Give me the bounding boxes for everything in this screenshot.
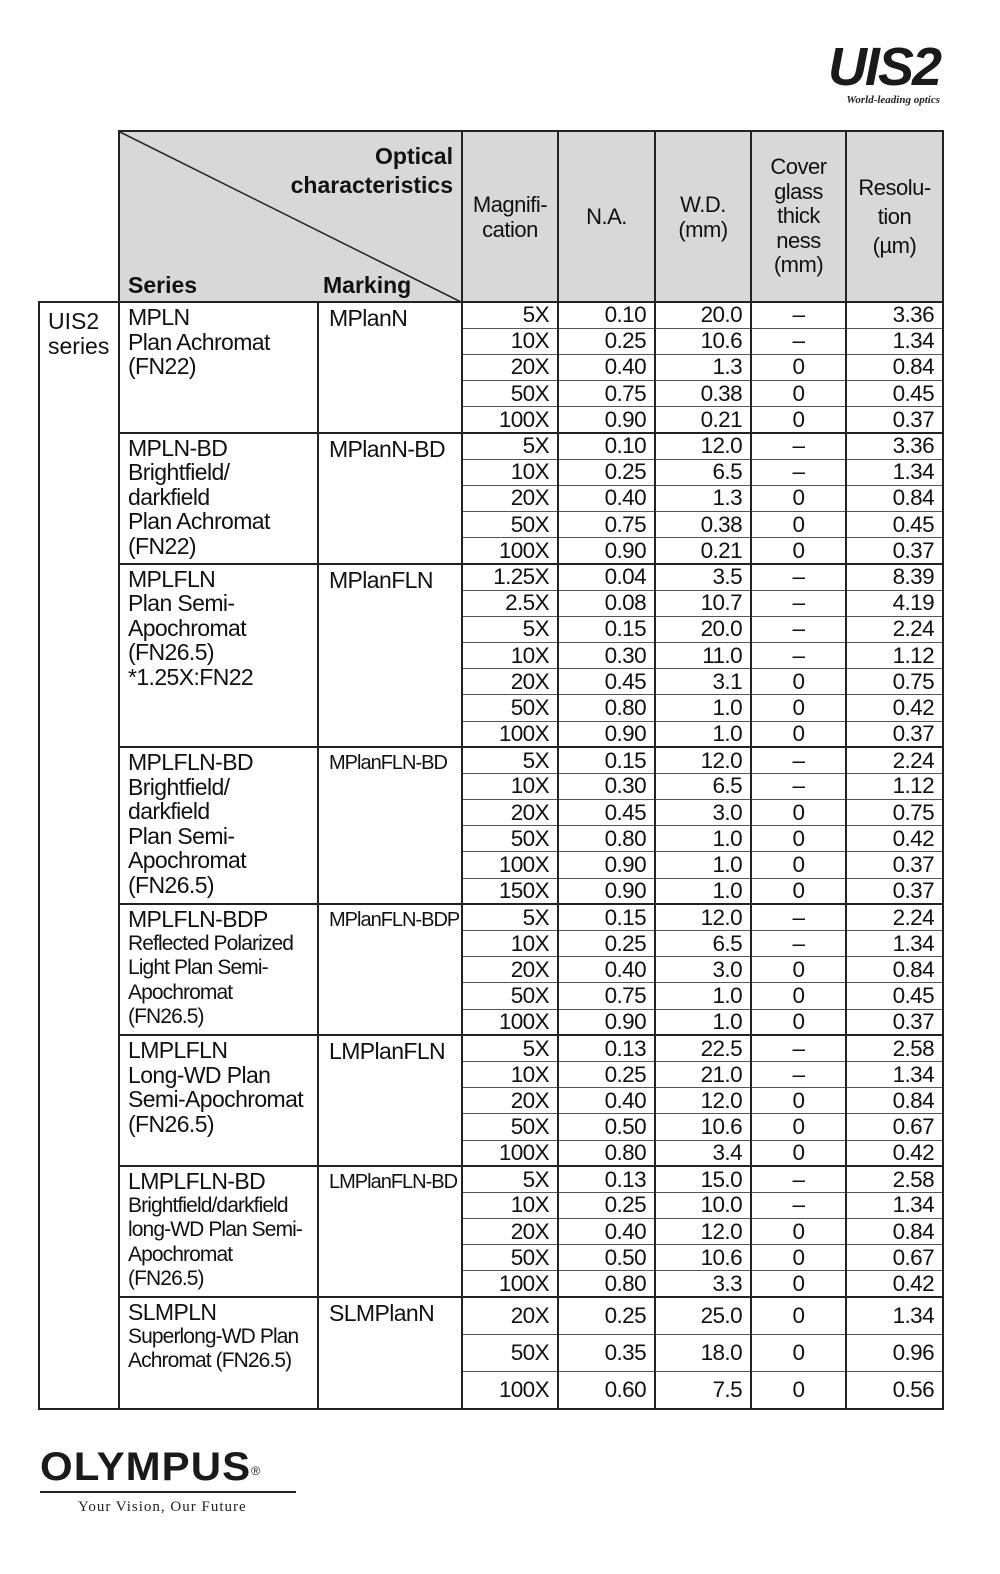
cell-cover-glass: – [751, 590, 846, 616]
series-name: SLMPLN [128, 1299, 217, 1326]
cell-wd: 1.0 [655, 878, 751, 904]
cell-resolution: 0.37 [846, 852, 943, 878]
cell-wd: 20.0 [655, 616, 751, 642]
cell-na: 0.35 [558, 1335, 655, 1372]
cell-magnification: 50X [462, 1114, 558, 1140]
cell-wd: 10.6 [655, 1245, 751, 1271]
cell-wd: 22.5 [655, 1035, 751, 1061]
cell-cover-glass: 0 [751, 826, 846, 852]
cell-cover-glass: 0 [751, 1297, 846, 1334]
cell-na: 0.45 [558, 800, 655, 826]
cell-na: 0.40 [558, 354, 655, 380]
cell-na: 0.25 [558, 1192, 655, 1218]
cell-na: 0.10 [558, 433, 655, 459]
cell-magnification: 20X [462, 1088, 558, 1114]
cell-wd: 3.0 [655, 800, 751, 826]
series-name: MPLFLN-BDP [128, 906, 268, 933]
cell-cover-glass: 0 [751, 1114, 846, 1140]
cell-wd: 0.38 [655, 512, 751, 538]
cell-magnification: 20X [462, 354, 558, 380]
marking-cell: SLMPlanN [318, 1297, 462, 1409]
cell-magnification: 50X [462, 512, 558, 538]
cell-na: 0.08 [558, 590, 655, 616]
table-row [39, 433, 943, 459]
cell-wd: 3.1 [655, 669, 751, 695]
cell-resolution: 3.36 [846, 433, 943, 459]
cell-na: 0.90 [558, 878, 655, 904]
cell-resolution: 0.37 [846, 1009, 943, 1035]
cell-magnification: 50X [462, 826, 558, 852]
cell-resolution: 0.67 [846, 1245, 943, 1271]
cell-resolution: 2.24 [846, 747, 943, 773]
cell-magnification: 50X [462, 695, 558, 721]
cell-wd: 6.5 [655, 459, 751, 485]
series-name: MPLFLN-BD [128, 749, 253, 776]
cell-resolution: 1.34 [846, 328, 943, 354]
cell-resolution: 1.34 [846, 1192, 943, 1218]
series-description: Brightfield/ darkfield Plan Semi- Apochromat (FN26.5) [128, 773, 247, 898]
cell-na: 0.75 [558, 381, 655, 407]
cell-resolution: 0.42 [846, 826, 943, 852]
table-row [39, 1166, 943, 1192]
cell-magnification: 10X [462, 773, 558, 799]
cell-wd: 1.3 [655, 354, 751, 380]
cell-cover-glass: – [751, 1035, 846, 1061]
series-name: MPLN-BD [128, 434, 228, 461]
uis2-series-label: UIS2 series [39, 302, 119, 1409]
table-row [39, 302, 943, 328]
olympus-logo-rule [40, 1491, 296, 1493]
cell-na: 0.25 [558, 1061, 655, 1087]
cell-cover-glass: 0 [751, 1271, 846, 1297]
cell-magnification: 5X [462, 904, 558, 930]
cell-na: 0.50 [558, 1245, 655, 1271]
cell-wd: 12.0 [655, 747, 751, 773]
cell-resolution: 0.42 [846, 1140, 943, 1166]
cell-resolution: 0.84 [846, 957, 943, 983]
marking-cell: LMPlanFLN-BD [318, 1166, 462, 1297]
cell-cover-glass: 0 [751, 957, 846, 983]
cell-na: 0.90 [558, 538, 655, 564]
cell-cover-glass: 0 [751, 852, 846, 878]
cell-cover-glass: 0 [751, 878, 846, 904]
cell-cover-glass: 0 [751, 695, 846, 721]
header-optical-characteristics: Optical characteristics [290, 143, 453, 198]
marking-cell: LMPlanFLN [318, 1035, 462, 1166]
objective-spec-table [38, 130, 944, 1410]
header-series: Series [128, 272, 198, 298]
cell-resolution: 0.84 [846, 1088, 943, 1114]
cell-magnification: 20X [462, 1219, 558, 1245]
cell-cover-glass: – [751, 433, 846, 459]
cell-magnification: 100X [462, 538, 558, 564]
cell-resolution: 0.37 [846, 538, 943, 564]
series-description: Plan Semi- Apochromat (FN26.5) *1.25X:FN22 [128, 590, 254, 690]
cell-cover-glass: 0 [751, 1140, 846, 1166]
cell-na: 0.30 [558, 642, 655, 668]
cell-magnification: 20X [462, 485, 558, 511]
olympus-logo-tagline: Your Vision, Our Future [78, 1499, 247, 1515]
cell-wd: 12.0 [655, 904, 751, 930]
cell-wd: 1.0 [655, 983, 751, 1009]
series-name: MPLFLN [128, 565, 216, 592]
series-description: Long-WD Plan Semi-Apochromat (FN26.5) [128, 1061, 304, 1137]
series-cell [119, 1035, 318, 1166]
cell-wd: 0.21 [655, 407, 751, 433]
marking-cell: MPlanN [318, 302, 462, 433]
cell-cover-glass: – [751, 564, 846, 590]
header-cover-glass: Cover glass thick ness (mm) [751, 131, 846, 302]
cell-magnification: 10X [462, 1192, 558, 1218]
cell-cover-glass: – [751, 747, 846, 773]
cell-wd: 1.0 [655, 826, 751, 852]
uis2-logo-word: UIS2 [827, 37, 940, 97]
cell-wd: 1.3 [655, 485, 751, 511]
cell-wd: 18.0 [655, 1335, 751, 1372]
cell-wd: 6.5 [655, 773, 751, 799]
cell-magnification: 100X [462, 1140, 558, 1166]
cell-resolution: 0.37 [846, 878, 943, 904]
cell-resolution: 2.24 [846, 904, 943, 930]
cell-resolution: 0.75 [846, 669, 943, 695]
cell-resolution: 1.12 [846, 642, 943, 668]
cell-resolution: 2.24 [846, 616, 943, 642]
cell-magnification: 100X [462, 407, 558, 433]
cell-cover-glass: – [751, 459, 846, 485]
series-cell [119, 302, 318, 433]
cell-resolution: 1.34 [846, 1061, 943, 1087]
cell-na: 0.45 [558, 669, 655, 695]
cell-resolution: 2.58 [846, 1166, 943, 1192]
cell-resolution: 3.36 [846, 302, 943, 328]
cell-na: 0.15 [558, 747, 655, 773]
cell-na: 0.40 [558, 485, 655, 511]
cell-na: 0.90 [558, 1009, 655, 1035]
cell-cover-glass: 0 [751, 512, 846, 538]
header-diagonal-cell [119, 131, 462, 302]
cell-magnification: 1.25X [462, 564, 558, 590]
cell-magnification: 5X [462, 747, 558, 773]
marking-cell: MPlanN-BD [318, 433, 462, 564]
series-cell [119, 564, 318, 747]
cell-wd: 1.0 [655, 1009, 751, 1035]
series-name: LMPLFLN [128, 1037, 228, 1064]
cell-wd: 20.0 [655, 302, 751, 328]
cell-na: 0.90 [558, 407, 655, 433]
olympus-logo [40, 1445, 300, 1516]
cell-magnification: 50X [462, 1245, 558, 1271]
cell-na: 0.80 [558, 1271, 655, 1297]
cell-magnification: 10X [462, 931, 558, 957]
cell-na: 0.80 [558, 826, 655, 852]
cell-resolution: 0.56 [846, 1372, 943, 1409]
cell-magnification: 50X [462, 381, 558, 407]
cell-na: 0.75 [558, 512, 655, 538]
cell-resolution: 0.45 [846, 512, 943, 538]
cell-wd: 11.0 [655, 642, 751, 668]
series-description: Superlong-WD Plan Achromat (FN26.5) [128, 1324, 299, 1373]
cell-wd: 25.0 [655, 1297, 751, 1334]
cell-cover-glass: 0 [751, 485, 846, 511]
cell-magnification: 2.5X [462, 590, 558, 616]
cell-na: 0.30 [558, 773, 655, 799]
cell-cover-glass: – [751, 931, 846, 957]
cell-cover-glass: – [751, 328, 846, 354]
cell-resolution: 0.37 [846, 721, 943, 747]
series-cell [119, 1297, 318, 1409]
cell-magnification: 100X [462, 1009, 558, 1035]
cell-cover-glass: 0 [751, 983, 846, 1009]
cell-cover-glass: 0 [751, 800, 846, 826]
cell-wd: 3.5 [655, 564, 751, 590]
cell-wd: 10.0 [655, 1192, 751, 1218]
header-blank [39, 131, 119, 302]
cell-na: 0.40 [558, 1088, 655, 1114]
series-description: Reflected Polarized Light Plan Semi- Apochromat (FN26.5) [128, 931, 293, 1029]
cell-na: 0.10 [558, 302, 655, 328]
marking-cell: MPlanFLN [318, 564, 462, 747]
cell-magnification: 100X [462, 721, 558, 747]
cell-wd: 7.5 [655, 1372, 751, 1409]
cell-magnification: 50X [462, 983, 558, 1009]
cell-na: 0.13 [558, 1166, 655, 1192]
cell-na: 0.13 [558, 1035, 655, 1061]
cell-cover-glass: 0 [751, 1088, 846, 1114]
cell-resolution: 0.42 [846, 1271, 943, 1297]
marking-cell: MPlanFLN-BDP [318, 904, 462, 1035]
series-description: Brightfield/ darkfield Plan Achromat (FN22) [128, 459, 270, 559]
cell-wd: 6.5 [655, 931, 751, 957]
table-row [39, 747, 943, 773]
table-row [39, 1035, 943, 1061]
cell-resolution: 0.45 [846, 983, 943, 1009]
cell-magnification: 150X [462, 878, 558, 904]
cell-cover-glass: 0 [751, 1335, 846, 1372]
cell-na: 0.50 [558, 1114, 655, 1140]
table-row [39, 564, 943, 590]
cell-magnification: 5X [462, 616, 558, 642]
cell-wd: 3.0 [655, 957, 751, 983]
marking-cell: MPlanFLN-BD [318, 747, 462, 904]
cell-magnification: 20X [462, 800, 558, 826]
cell-magnification: 100X [462, 1271, 558, 1297]
cell-cover-glass: 0 [751, 1219, 846, 1245]
cell-na: 0.15 [558, 616, 655, 642]
cell-cover-glass: – [751, 1061, 846, 1087]
cell-magnification: 50X [462, 1335, 558, 1372]
series-cell [119, 1166, 318, 1297]
cell-na: 0.60 [558, 1372, 655, 1409]
cell-magnification: 20X [462, 669, 558, 695]
cell-wd: 1.0 [655, 721, 751, 747]
cell-wd: 12.0 [655, 433, 751, 459]
table-row [39, 904, 943, 930]
cell-wd: 0.38 [655, 381, 751, 407]
cell-magnification: 5X [462, 302, 558, 328]
cell-wd: 10.7 [655, 590, 751, 616]
cell-resolution: 2.58 [846, 1035, 943, 1061]
cell-na: 0.90 [558, 852, 655, 878]
series-description: Plan Achromat (FN22) [128, 328, 270, 379]
cell-na: 0.04 [558, 564, 655, 590]
cell-cover-glass: 0 [751, 669, 846, 695]
cell-cover-glass: – [751, 302, 846, 328]
cell-magnification: 100X [462, 1372, 558, 1409]
cell-resolution: 1.34 [846, 931, 943, 957]
cell-wd: 21.0 [655, 1061, 751, 1087]
cell-magnification: 10X [462, 1061, 558, 1087]
cell-na: 0.90 [558, 721, 655, 747]
header-na: N.A. [558, 131, 655, 302]
series-description: Brightfield/darkfield long-WD Plan Semi- Apochromat (FN26.5) [128, 1193, 303, 1291]
table-row [39, 1297, 943, 1334]
cell-resolution: 1.12 [846, 773, 943, 799]
series-cell [119, 904, 318, 1035]
cell-wd: 1.0 [655, 852, 751, 878]
cell-cover-glass: 0 [751, 407, 846, 433]
header-wd: W.D. (mm) [655, 131, 751, 302]
header-resolution: Resolu- tion (µm) [846, 131, 943, 302]
cell-cover-glass: 0 [751, 1372, 846, 1409]
cell-cover-glass: 0 [751, 721, 846, 747]
cell-na: 0.25 [558, 459, 655, 485]
cell-wd: 12.0 [655, 1088, 751, 1114]
cell-magnification: 10X [462, 328, 558, 354]
cell-na: 0.15 [558, 904, 655, 930]
cell-wd: 3.4 [655, 1140, 751, 1166]
cell-resolution: 0.84 [846, 1219, 943, 1245]
cell-resolution: 0.37 [846, 407, 943, 433]
cell-cover-glass: – [751, 1192, 846, 1218]
cell-magnification: 10X [462, 459, 558, 485]
cell-resolution: 1.34 [846, 1297, 943, 1334]
cell-na: 0.25 [558, 931, 655, 957]
cell-magnification: 5X [462, 1166, 558, 1192]
series-name: MPLN [128, 304, 190, 330]
cell-cover-glass: 0 [751, 1245, 846, 1271]
header-marking: Marking [323, 272, 412, 298]
cell-wd: 0.21 [655, 538, 751, 564]
cell-magnification: 20X [462, 957, 558, 983]
cell-magnification: 5X [462, 433, 558, 459]
cell-cover-glass: 0 [751, 354, 846, 380]
cell-cover-glass: 0 [751, 381, 846, 407]
cell-resolution: 0.67 [846, 1114, 943, 1140]
cell-wd: 3.3 [655, 1271, 751, 1297]
header-magnification: Magnifi- cation [462, 131, 558, 302]
cell-cover-glass: 0 [751, 1009, 846, 1035]
uis2-logo-tagline: World-leading optics [846, 94, 940, 106]
olympus-logo-word: OLYMPUS® [40, 1445, 262, 1489]
cell-resolution: 0.96 [846, 1335, 943, 1372]
series-cell [119, 747, 318, 904]
cell-na: 0.25 [558, 1297, 655, 1334]
cell-na: 0.80 [558, 695, 655, 721]
series-cell [119, 433, 318, 564]
cell-na: 0.25 [558, 328, 655, 354]
series-name: LMPLFLN-BD [128, 1168, 266, 1195]
cell-cover-glass: – [751, 642, 846, 668]
cell-cover-glass: – [751, 904, 846, 930]
cell-resolution: 0.75 [846, 800, 943, 826]
cell-resolution: 0.42 [846, 695, 943, 721]
cell-cover-glass: – [751, 616, 846, 642]
uis2-logo [810, 37, 940, 106]
cell-wd: 10.6 [655, 1114, 751, 1140]
cell-magnification: 20X [462, 1297, 558, 1334]
cell-resolution: 0.84 [846, 485, 943, 511]
cell-magnification: 5X [462, 1035, 558, 1061]
cell-resolution: 4.19 [846, 590, 943, 616]
cell-magnification: 10X [462, 642, 558, 668]
cell-magnification: 100X [462, 852, 558, 878]
cell-resolution: 8.39 [846, 564, 943, 590]
cell-resolution: 1.34 [846, 459, 943, 485]
cell-na: 0.40 [558, 1219, 655, 1245]
cell-na: 0.40 [558, 957, 655, 983]
cell-cover-glass: – [751, 773, 846, 799]
cell-wd: 1.0 [655, 695, 751, 721]
cell-resolution: 0.84 [846, 354, 943, 380]
cell-cover-glass: – [751, 1166, 846, 1192]
cell-na: 0.75 [558, 983, 655, 1009]
cell-wd: 12.0 [655, 1219, 751, 1245]
cell-na: 0.80 [558, 1140, 655, 1166]
cell-cover-glass: 0 [751, 538, 846, 564]
cell-resolution: 0.45 [846, 381, 943, 407]
cell-wd: 15.0 [655, 1166, 751, 1192]
cell-wd: 10.6 [655, 328, 751, 354]
